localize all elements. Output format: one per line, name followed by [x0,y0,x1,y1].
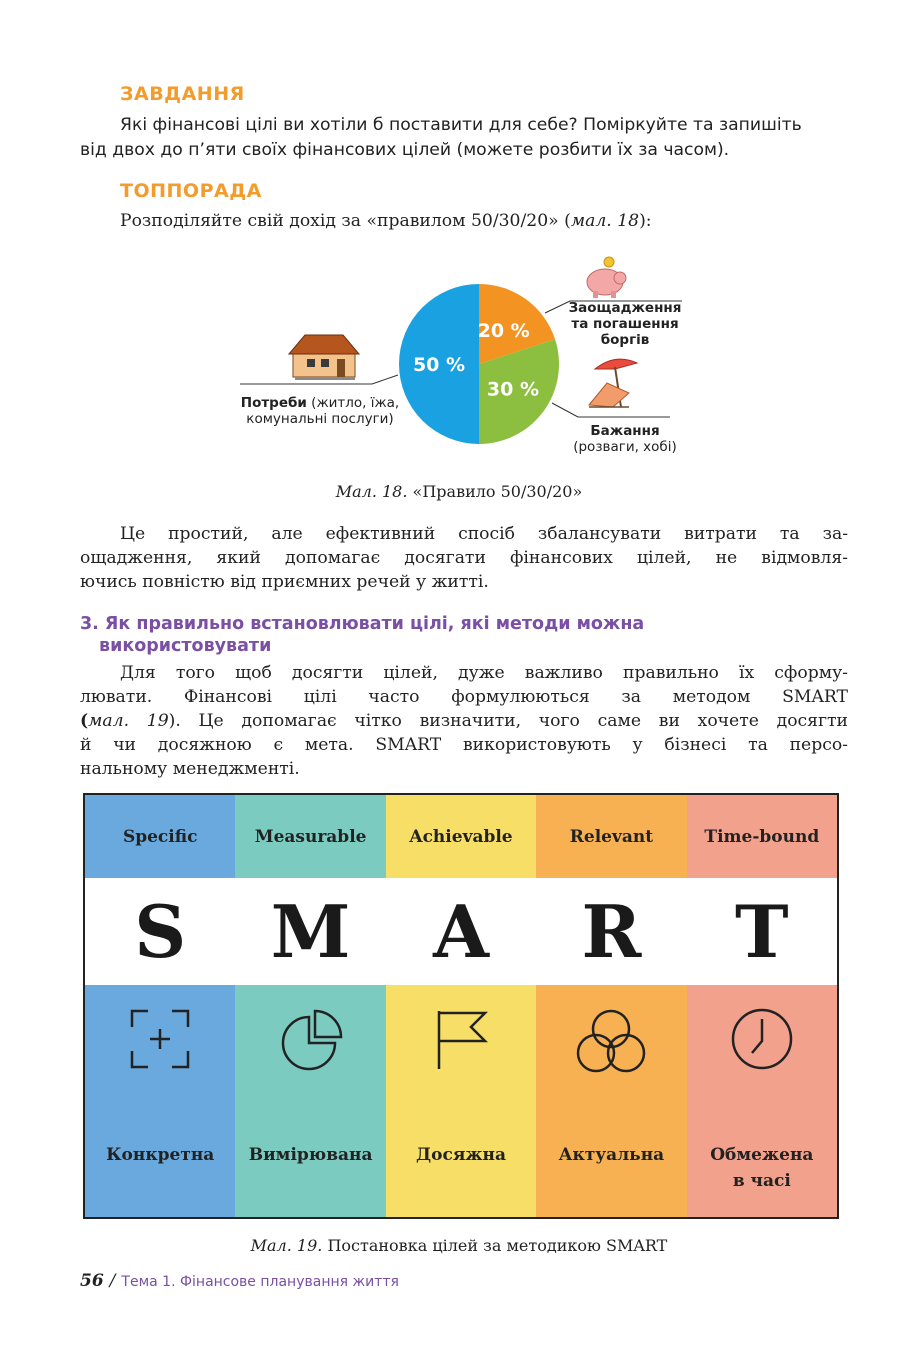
tip-figure-ref: мал. 18 [570,211,640,231]
legend-needs-detail-2: комунальні послуги) [246,411,394,427]
tip-text [80,209,848,233]
smart-en-label: Measurable [235,795,385,878]
legend-savings-line-1: Заощадження [568,300,682,316]
smart-ua-label-line-2: в часі [732,1171,791,1191]
smart-letter: A [386,878,536,985]
legend-savings [555,300,695,348]
smart-column-relevant [536,795,686,1217]
page-footer [80,1271,399,1291]
paragraph-1-line-3: ючись повністю від приємних речей у житті. [80,572,489,592]
figure-18-text: «Правило 50/30/20» [407,482,583,501]
smart-ua-label [687,1142,837,1194]
footer-separator: / [109,1271,116,1291]
task-line-2: від двох до п’яти своїх фінансових цілей (можете розбити їх за часом). [80,140,730,160]
figure-18-caption [0,482,918,501]
smart-letter: T [687,878,837,985]
paragraph-2 [80,661,848,781]
tip-text-before: Розподіляйте свій дохід за «правилом 50/30/20» ( [120,211,571,231]
paragraph-2-paren-open: ( [80,711,89,731]
footer-topic: Тема 1. Фінансове планування життя [121,1274,399,1290]
beach-chair-icon [589,359,637,407]
smart-ua-label: Досяжна [416,1145,507,1165]
smart-ua-label-line-1: Обмежена [710,1145,814,1165]
legend-needs-title: Потреби [240,395,307,411]
smart-column-achievable [386,795,536,1217]
section-3-heading-line-2: використовувати [99,636,272,656]
smart-en-label: Relevant [536,795,686,878]
task-line-1: Які фінансові цілі ви хотіли б поставити для себе? Поміркуйте та запишіть [120,115,802,135]
legend-wants [555,423,695,455]
smart-en-label: Achievable [386,795,536,878]
pie-chart [0,255,918,465]
paragraph-2-figure-ref: мал. 19 [88,711,169,731]
paragraph-2-line-3-rest: ). Це допомагає чітко визначити, чого саме ви хочете досягти [168,711,848,731]
smart-table [83,793,839,1219]
tip-text-after: ): [639,211,652,231]
task-text [80,113,848,163]
pie-slices [399,284,559,444]
legend-savings-line-3: боргів [600,332,650,348]
clock-icon [730,1007,794,1071]
crop-plus-icon [128,1007,192,1071]
paragraph-2-line-1: Для того щоб досягти цілей, дуже важливо правильно їх сформу- [120,663,848,683]
legend-needs-detail-1: (житло, їжа, [306,395,400,411]
legend-wants-detail: (розваги, хобі) [573,439,677,455]
smart-ua-label: Актуальна [558,1145,665,1165]
pie-slice-savings-label: 20 % [477,320,530,343]
paragraph-2-line-5: нальному менеджменті. [80,759,300,779]
page-number: 56 [80,1271,104,1291]
smart-letter: R [536,878,686,985]
smart-letter: M [235,878,385,985]
figure-19-ref: Мал. 19. [250,1236,323,1255]
smart-letter: S [85,878,235,985]
paragraph-2-line-2: лювати. Фінансові цілі часто формулюються за методом SMART [80,687,848,707]
paragraph-2-line-4: й чи досяжною є мета. SMART використовують у бізнесі та персо- [80,735,848,755]
figure-19-text: Постановка цілей за методикою SMART [322,1236,668,1255]
pie-slice-wants-label: 30 % [486,378,540,401]
figure-18-ref: Мал. 18. [335,482,408,501]
section-3-heading-line-1: 3. Як правильно встановлювати цілі, які методи можна [80,614,645,634]
smart-column-measurable [235,795,385,1217]
three-circles-icon [574,1007,648,1077]
wants-leader-line-tail [552,403,578,417]
paragraph-1-line-2: ощадження, який допомагає досягати фінансових цілей, не відмовля- [80,548,848,568]
smart-en-label: Specific [85,795,235,878]
smart-column-time-bound [687,795,837,1217]
flag-icon [429,1007,493,1071]
piggy-bank-icon [587,257,626,298]
smart-en-label: Time-bound [687,795,837,878]
legend-savings-line-2: та погашення [571,316,679,332]
house-icon [289,335,359,380]
pie-slice-needs-label: 50 % [412,354,466,376]
task-heading: ЗАВДАННЯ [120,83,245,105]
legend-needs [225,395,415,427]
section-3-heading [80,613,644,657]
needs-leader-line-tail [372,375,398,384]
legend-wants-title: Бажання [590,423,660,439]
paragraph-1-line-1: Це простий, але ефективний спосіб збалансувати витрати та за- [120,524,848,544]
smart-column-specific [85,795,235,1217]
figure-19-caption [0,1236,918,1255]
pie-chart-icon [279,1007,343,1071]
smart-ua-label: Вимірювана [248,1145,373,1165]
tip-heading: ТОППОРАДА [120,180,262,202]
paragraph-1 [80,522,848,594]
smart-ua-label: Конкретна [106,1145,215,1165]
